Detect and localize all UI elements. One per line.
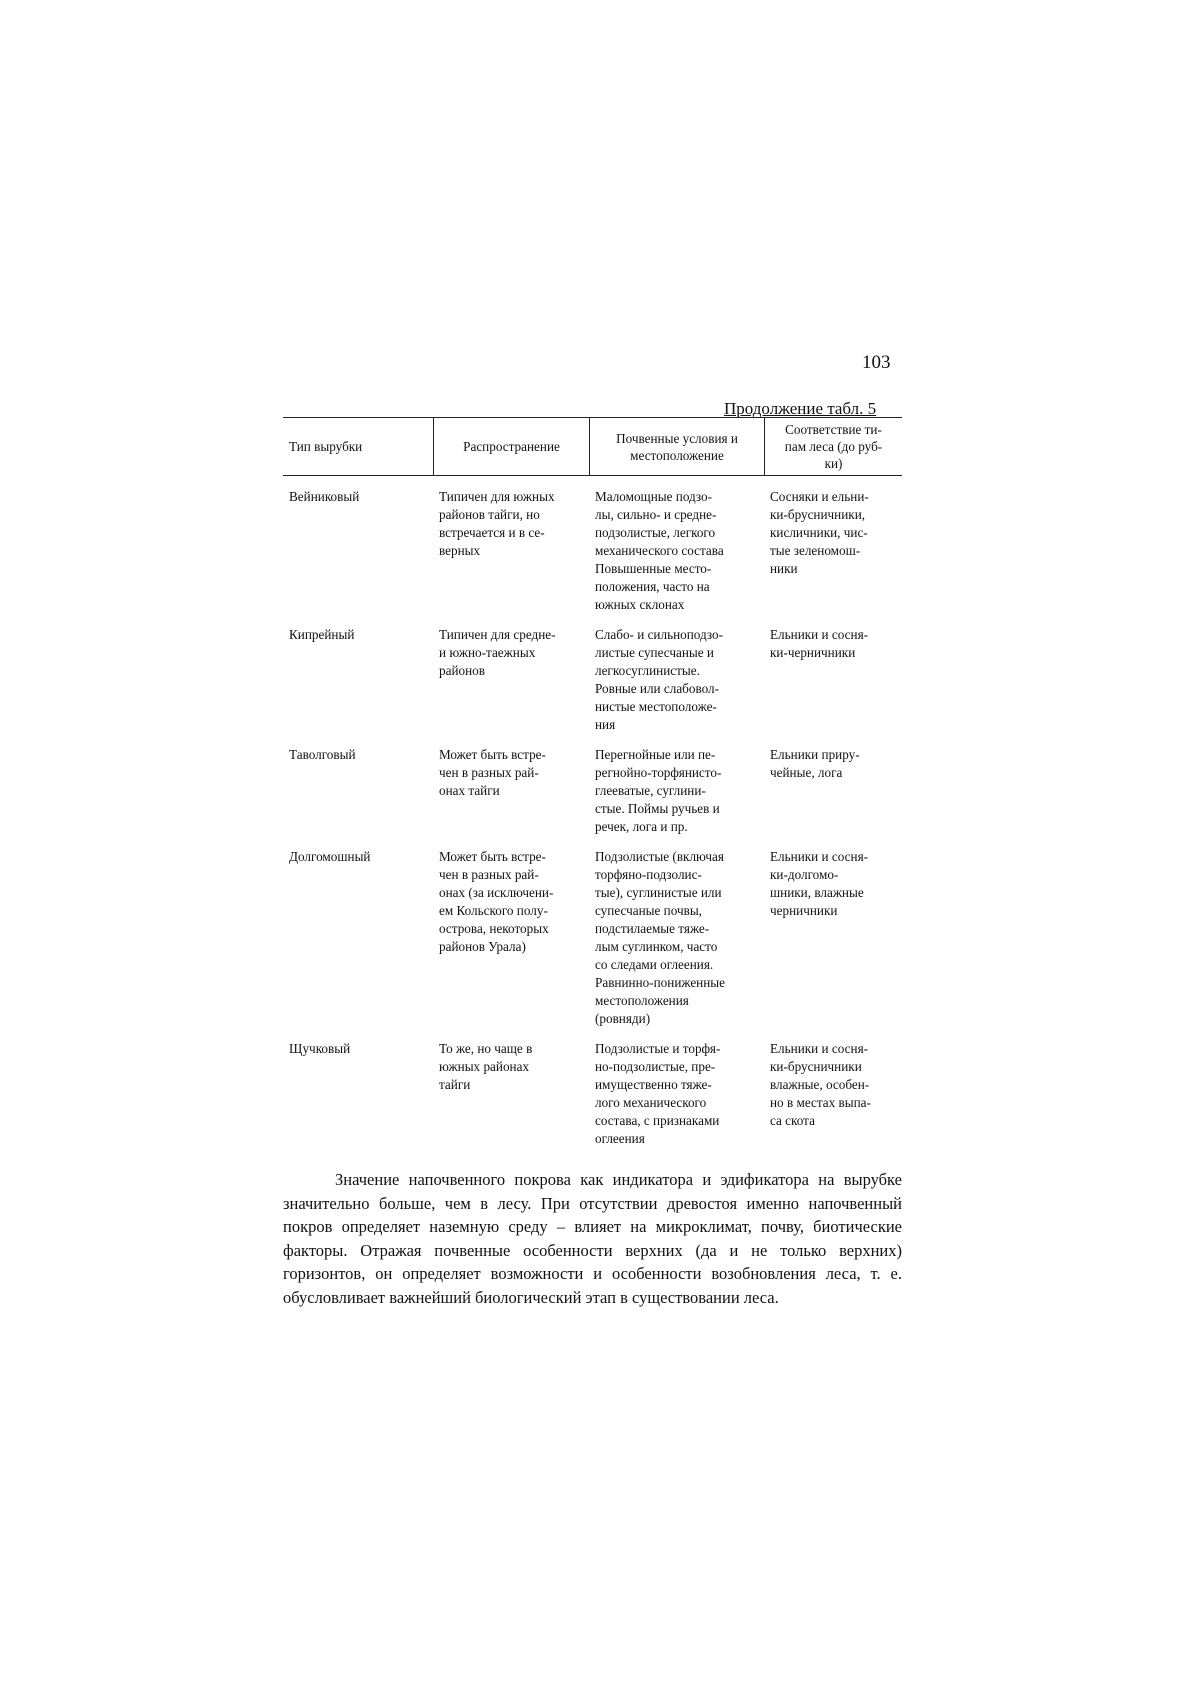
cell-distribution: Может быть встре- чен в разных рай- онах тайги — [439, 747, 546, 798]
cell-cutting-type: Долгомошный — [289, 849, 371, 864]
page-number: 103 — [862, 352, 891, 373]
data-table — [283, 417, 902, 1160]
cell-forest-types: Ельники и сосня- ки-черничники — [770, 627, 869, 660]
cell-cutting-type: Вейниковый — [289, 489, 360, 504]
table-header — [283, 418, 902, 476]
table-body — [283, 476, 902, 1148]
table-row — [283, 1040, 902, 1148]
cell-soil-conditions: Слабо- и сильноподзо- листые супесчаные и легкосуглинистые. Ровные или слабовол- нистые местоположе- ния — [595, 627, 723, 732]
body-paragraph: Значение напочвенного покрова как индикатора и эдификатора на вырубке значительно больше, чем в лесу. При отсутствии древостоя именно напочвенный покров определяет наземную среду – влияет на микроклимат, почву, биотические факторы. Отражая почвенные особенности верхних (да и не только верхних) горизонтов, он определяет возможности и особенности возобновления леса, т. е. обусловливает важнейший биологический этап в существовании леса. — [283, 1170, 902, 1307]
cell-soil-conditions: Подзолистые и торфя- но-подзолистые, пре- имущественно тяже- лого механического состава, с признаками оглеения — [595, 1041, 721, 1146]
cell-forest-types: Ельники и сосня- ки-брусничники влажные, особен- но в местах выпа- са скота — [770, 1041, 871, 1128]
cell-soil-conditions: Маломощные подзо- лы, сильно- и средне- подзолистые, легкого механического состава Повышенные место- положения, часто на южных склонах — [595, 489, 724, 612]
cell-cutting-type: Таволговый — [289, 747, 356, 762]
header-distribution: Распространение — [433, 418, 589, 475]
table-caption: Продолжение табл. 5 — [724, 399, 877, 418]
cell-forest-types: Ельники и сосня- ки-долгомо- шники, влажные черничники — [770, 849, 869, 918]
table-row — [283, 848, 902, 1028]
table-row — [283, 488, 902, 614]
cell-soil-conditions: Перегнойные или пе- регнойно-торфянисто- глееватые, суглини- стые. Поймы ручьев и речек, лога и пр. — [595, 747, 722, 834]
cell-distribution: Может быть встре- чен в разных рай- онах (за исключени- ем Кольского полу- острова, некоторых районов Урала) — [439, 849, 554, 954]
cell-distribution: То же, но чаще в южных районах тайги — [439, 1041, 533, 1092]
cell-distribution: Типичен для средне- и южно-таежных районов — [439, 627, 556, 678]
cell-cutting-type: Кипрейный — [289, 627, 355, 642]
cell-forest-types: Ельники приру- чейные, лога — [770, 747, 860, 780]
table-row — [283, 746, 902, 836]
header-soil-conditions: Почвенные условия и местоположение — [589, 418, 764, 475]
header-cutting-type: Тип вырубки — [289, 439, 363, 454]
cell-forest-types: Сосняки и ельни- ки-брусничники, кисличники, чис- тые зеленомош- ники — [770, 489, 869, 576]
cell-soil-conditions: Подзолистые (включая торфяно-подзолис- тые), суглинистые или супесчаные почвы, подстилаемые тяже- лым суглинком, часто со следами оглеения. Равнинно-пониженные местоположения (ровняди) — [595, 849, 726, 1026]
cell-cutting-type: Щучковый — [289, 1041, 351, 1056]
cell-distribution: Типичен для южных районов тайги, но встречается и в се- верных — [439, 489, 555, 558]
header-forest-types: Соответствие ти- пам леса (до руб- ки) — [764, 418, 902, 475]
table-row — [283, 626, 902, 734]
